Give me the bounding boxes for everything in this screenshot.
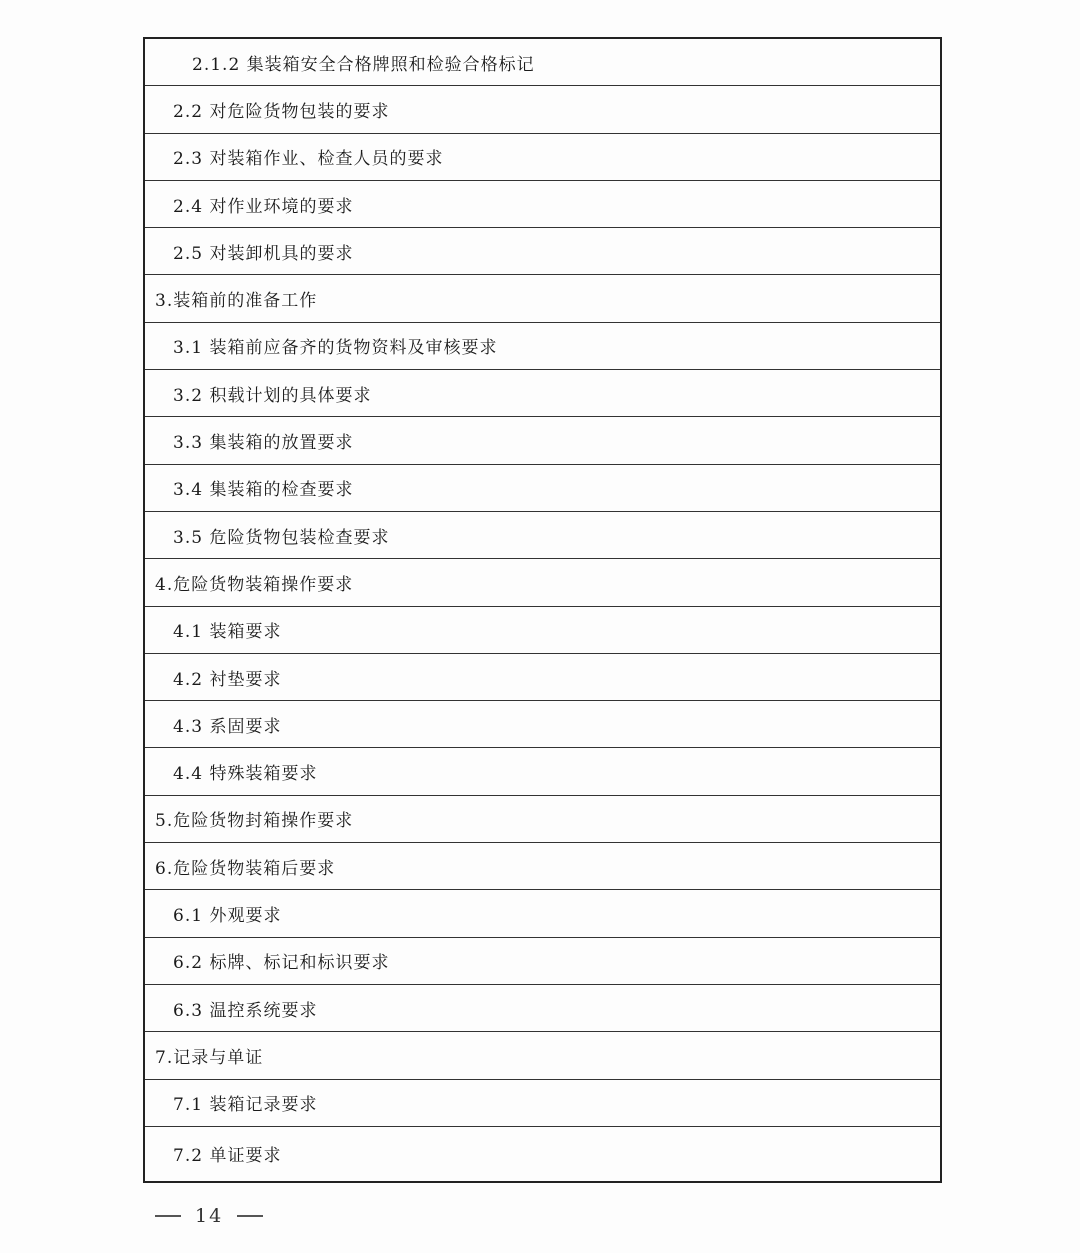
toc-row <box>145 323 940 370</box>
toc-row <box>145 370 940 417</box>
table-of-contents <box>143 37 942 1183</box>
toc-row-text: 6.1 外观要求 <box>173 905 282 926</box>
toc-row <box>145 748 940 795</box>
toc-row <box>145 796 940 843</box>
toc-row <box>145 1127 940 1181</box>
toc-row <box>145 134 940 181</box>
toc-row <box>145 512 940 559</box>
toc-row <box>145 275 940 322</box>
dash-left <box>155 1215 181 1217</box>
toc-row-text: 3.装箱前的准备工作 <box>155 291 318 312</box>
toc-row <box>145 843 940 890</box>
toc-row-text: 2.1.2 集装箱安全合格牌照和检验合格标记 <box>192 54 535 75</box>
toc-row-text: 4.3 系固要求 <box>173 716 282 737</box>
toc-row-text: 7.2 单证要求 <box>173 1146 282 1167</box>
toc-row <box>145 39 940 86</box>
toc-row-text: 3.3 集装箱的放置要求 <box>173 433 354 454</box>
toc-row <box>145 1032 940 1079</box>
toc-row-text: 3.4 集装箱的检查要求 <box>173 480 354 501</box>
toc-row-text: 6.2 标牌、标记和标识要求 <box>173 953 390 974</box>
toc-row <box>145 559 940 606</box>
toc-row <box>145 890 940 937</box>
toc-row-text: 6.危险货物装箱后要求 <box>155 858 336 879</box>
toc-row <box>145 417 940 464</box>
toc-row-text: 4.4 特殊装箱要求 <box>173 764 318 785</box>
toc-row <box>145 228 940 275</box>
toc-row <box>145 465 940 512</box>
toc-row-text: 5.危险货物封箱操作要求 <box>155 811 354 832</box>
toc-row <box>145 985 940 1032</box>
toc-row <box>145 1080 940 1127</box>
dash-right <box>237 1215 263 1217</box>
toc-row-text: 4.2 衬垫要求 <box>173 669 282 690</box>
toc-row-text: 4.1 装箱要求 <box>173 622 282 643</box>
page-number: 14 <box>195 1205 224 1227</box>
toc-row-text: 7.记录与单证 <box>155 1047 264 1068</box>
toc-row-text: 2.4 对作业环境的要求 <box>173 196 354 217</box>
toc-row-text: 7.1 装箱记录要求 <box>173 1095 318 1116</box>
toc-row-text: 2.5 对装卸机具的要求 <box>173 243 354 264</box>
toc-row <box>145 654 940 701</box>
toc-row-text: 3.2 积载计划的具体要求 <box>173 385 372 406</box>
toc-row-text: 2.2 对危险货物包装的要求 <box>173 101 390 122</box>
toc-row-text: 6.3 温控系统要求 <box>173 1000 318 1021</box>
toc-row <box>145 86 940 133</box>
toc-row-text: 3.5 危险货物包装检查要求 <box>173 527 390 548</box>
page-footer <box>155 1205 263 1227</box>
toc-row <box>145 938 940 985</box>
toc-row-text: 3.1 装箱前应备齐的货物资料及审核要求 <box>173 338 498 359</box>
toc-row-text: 2.3 对装箱作业、检查人员的要求 <box>173 149 444 170</box>
toc-row <box>145 701 940 748</box>
toc-row <box>145 181 940 228</box>
toc-row-text: 4.危险货物装箱操作要求 <box>155 574 354 595</box>
toc-row <box>145 607 940 654</box>
